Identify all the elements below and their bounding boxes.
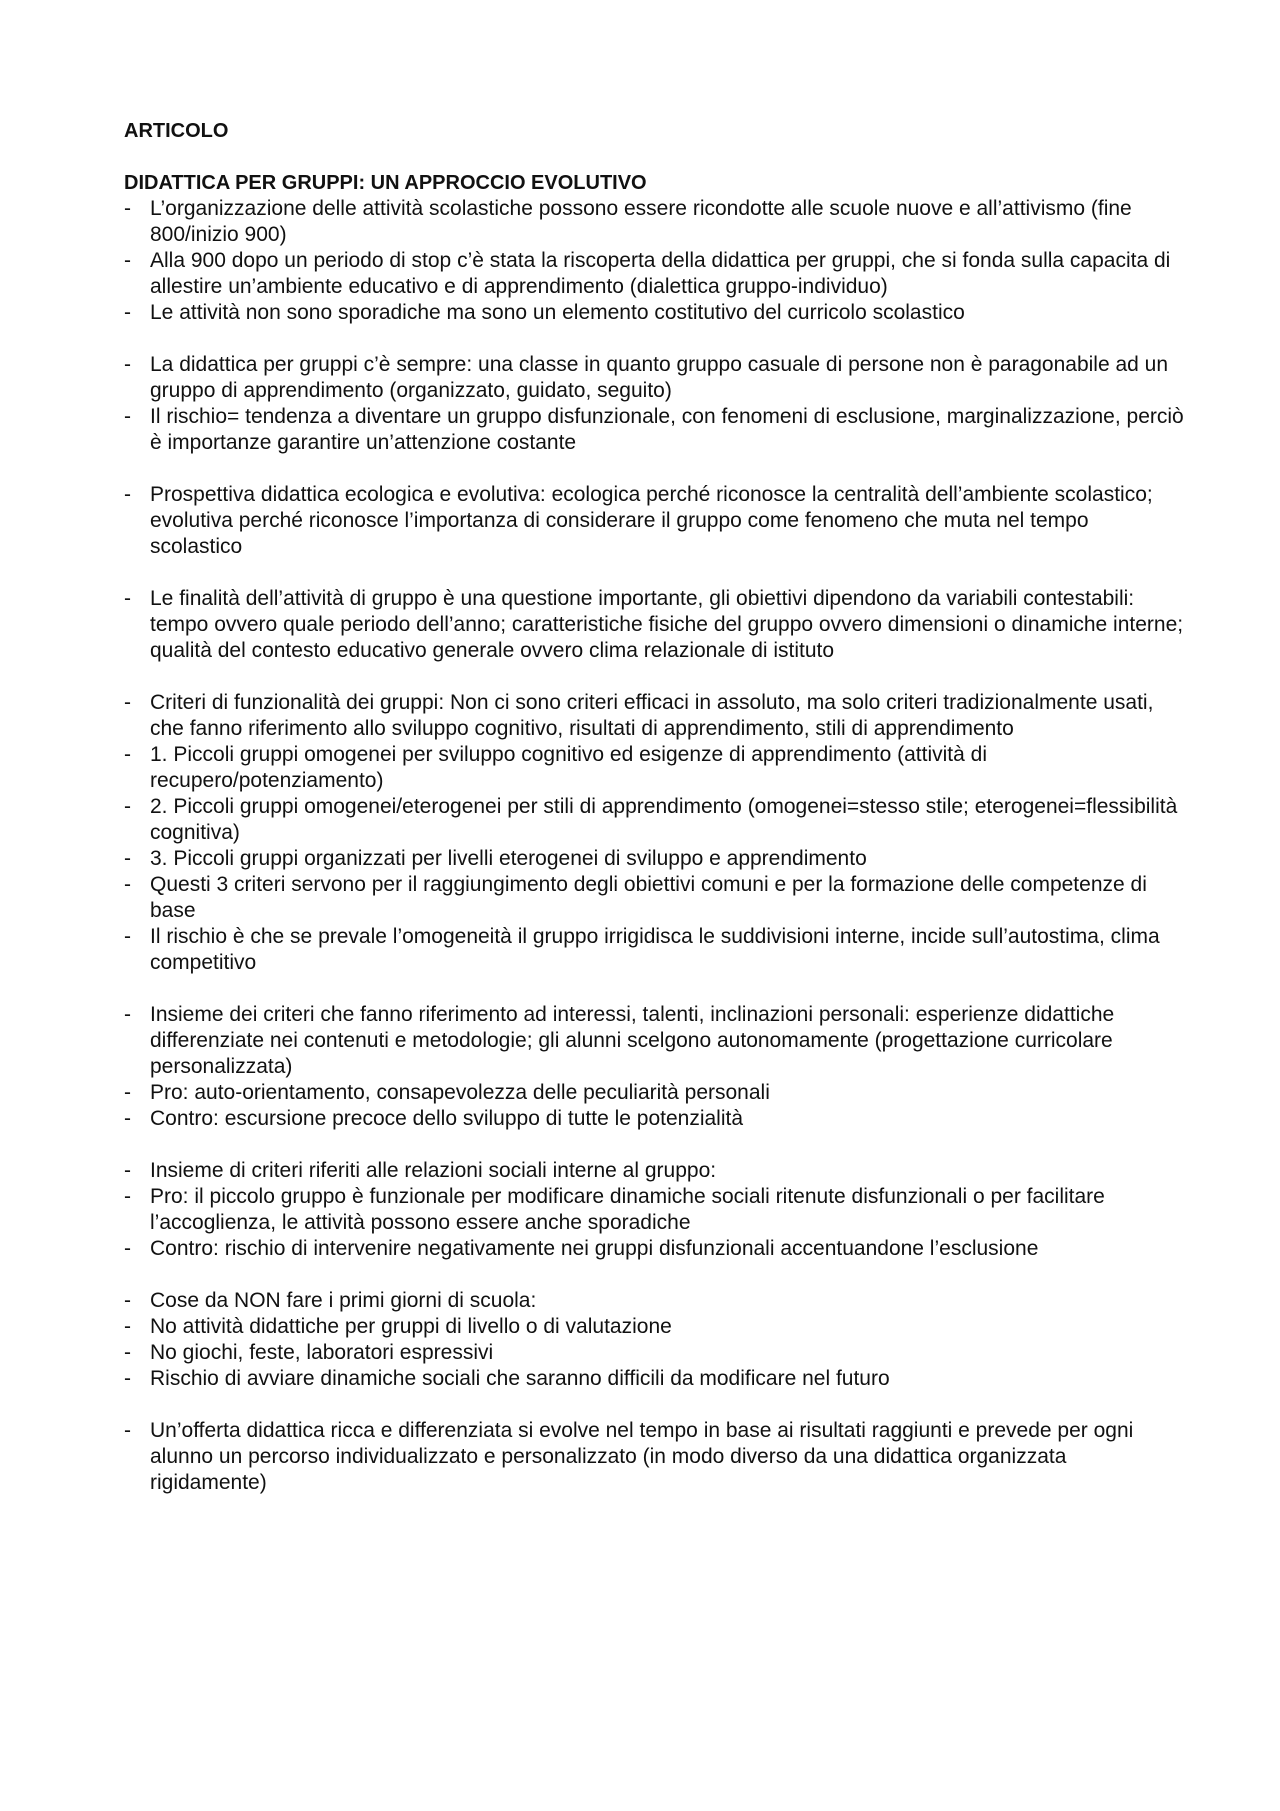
bullet-item: - Un’offerta didattica ricca e differenziata si evolve nel tempo in base ai risultati raggiunti e prevede per ogni alunno un percorso individualizzato e personalizzato (in modo diverso da una didattica organizzata rigidamente)	[124, 1418, 1184, 1496]
bullet-group	[124, 352, 1184, 456]
group-spacer	[124, 326, 1184, 352]
bullet-item: - Contro: rischio di intervenire negativamente nei gruppi disfunzionali accentuandone l’esclusione	[124, 1236, 1184, 1262]
bullet-item: - Rischio di avviare dinamiche sociali che saranno difficili da modificare nel futuro	[124, 1366, 1184, 1392]
group-spacer	[124, 456, 1184, 482]
bullet-item: - 2. Piccoli gruppi omogenei/eterogenei per stili di apprendimento (omogenei=stesso stile; eterogenei=flessibilità cognitiva)	[124, 794, 1184, 846]
bullet-group	[124, 586, 1184, 664]
bullet-group	[124, 1158, 1184, 1262]
bullet-item: - Contro: escursione precoce dello sviluppo di tutte le potenzialità	[124, 1106, 1184, 1132]
bullet-item: - 1. Piccoli gruppi omogenei per sviluppo cognitivo ed esigenze di apprendimento (attività di recupero/potenziamento)	[124, 742, 1184, 794]
group-spacer	[124, 976, 1184, 1002]
bullet-group	[124, 196, 1184, 326]
bullet-group	[124, 1288, 1184, 1392]
bullet-item: - Questi 3 criteri servono per il raggiungimento degli obiettivi comuni e per la formazione delle competenze di base	[124, 872, 1184, 924]
bullet-item: - 3. Piccoli gruppi organizzati per livelli eterogenei di sviluppo e apprendimento	[124, 846, 1184, 872]
document-title: ARTICOLO	[124, 120, 229, 142]
bullet-item: - Insieme di criteri riferiti alle relazioni sociali interne al gruppo:	[124, 1158, 1184, 1184]
bullet-item: - Insieme dei criteri che fanno riferimento ad interessi, talenti, inclinazioni personali: esperienze didattiche differenziate nei contenuti e metodologie; gli alunni scelgono autonomamente (progettazione curricolare personalizzata)	[124, 1002, 1184, 1080]
bullet-group	[124, 482, 1184, 560]
bullet-item: - La didattica per gruppi c’è sempre: una classe in quanto gruppo casuale di persone non è paragonabile ad un gruppo di apprendimento (organizzato, guidato, seguito)	[124, 352, 1184, 404]
bullet-item: - Pro: auto-orientamento, consapevolezza delle peculiarità personali	[124, 1080, 1184, 1106]
bullet-item: - No giochi, feste, laboratori espressivi	[124, 1340, 1184, 1366]
section-title: DIDATTICA PER GRUPPI: UN APPROCCIO EVOLUTIVO	[124, 172, 647, 194]
group-spacer	[124, 560, 1184, 586]
bullet-group	[124, 690, 1184, 976]
group-spacer	[124, 1392, 1184, 1418]
bullet-item: - Il rischio= tendenza a diventare un gruppo disfunzionale, con fenomeni di esclusione, marginalizzazione, perciò è importanze garantire un’attenzione costante	[124, 404, 1184, 456]
group-spacer	[124, 664, 1184, 690]
document-page	[124, 118, 1184, 1496]
bullet-item: - L’organizzazione delle attività scolastiche possono essere ricondotte alle scuole nuove e all’attivismo (fine 800/inizio 900)	[124, 196, 1184, 248]
bullet-item: - Le finalità dell’attività di gruppo è una questione importante, gli obiettivi dipendono da variabili contestabili: tempo ovvero quale periodo dell’anno; caratteristiche fisiche del gruppo ovvero dimensioni o dinamiche interne; qualità del contesto educativo generale ovvero clima relazionale di istituto	[124, 586, 1184, 664]
bullet-item: - No attività didattiche per gruppi di livello o di valutazione	[124, 1314, 1184, 1340]
document-body	[124, 196, 1184, 1496]
bullet-item: - Pro: il piccolo gruppo è funzionale per modificare dinamiche sociali ritenute disfunzionali o per facilitare l’accoglienza, le attività possono essere anche sporadiche	[124, 1184, 1184, 1236]
bullet-group	[124, 1418, 1184, 1496]
group-spacer	[124, 1262, 1184, 1288]
bullet-item: - Prospettiva didattica ecologica e evolutiva: ecologica perché riconosce la centralità dell’ambiente scolastico; evolutiva perché riconosce l’importanza di considerare il gruppo come fenomeno che muta nel tempo scolastico	[124, 482, 1184, 560]
bullet-item: - Criteri di funzionalità dei gruppi: Non ci sono criteri efficaci in assoluto, ma solo criteri tradizionalmente usati, che fanno riferimento allo sviluppo cognitivo, risultati di apprendimento, stili di apprendimento	[124, 690, 1184, 742]
group-spacer	[124, 1132, 1184, 1158]
bullet-item: - Alla 900 dopo un periodo di stop c’è stata la riscoperta della didattica per gruppi, che si fonda sulla capacita di allestire un’ambiente educativo e di apprendimento (dialettica gruppo-individuo)	[124, 248, 1184, 300]
bullet-item: - Le attività non sono sporadiche ma sono un elemento costitutivo del curricolo scolastico	[124, 300, 1184, 326]
bullet-group	[124, 1002, 1184, 1132]
bullet-item: - Cose da NON fare i primi giorni di scuola:	[124, 1288, 1184, 1314]
bullet-item: - Il rischio è che se prevale l’omogeneità il gruppo irrigidisca le suddivisioni interne, incide sull’autostima, clima competitivo	[124, 924, 1184, 976]
